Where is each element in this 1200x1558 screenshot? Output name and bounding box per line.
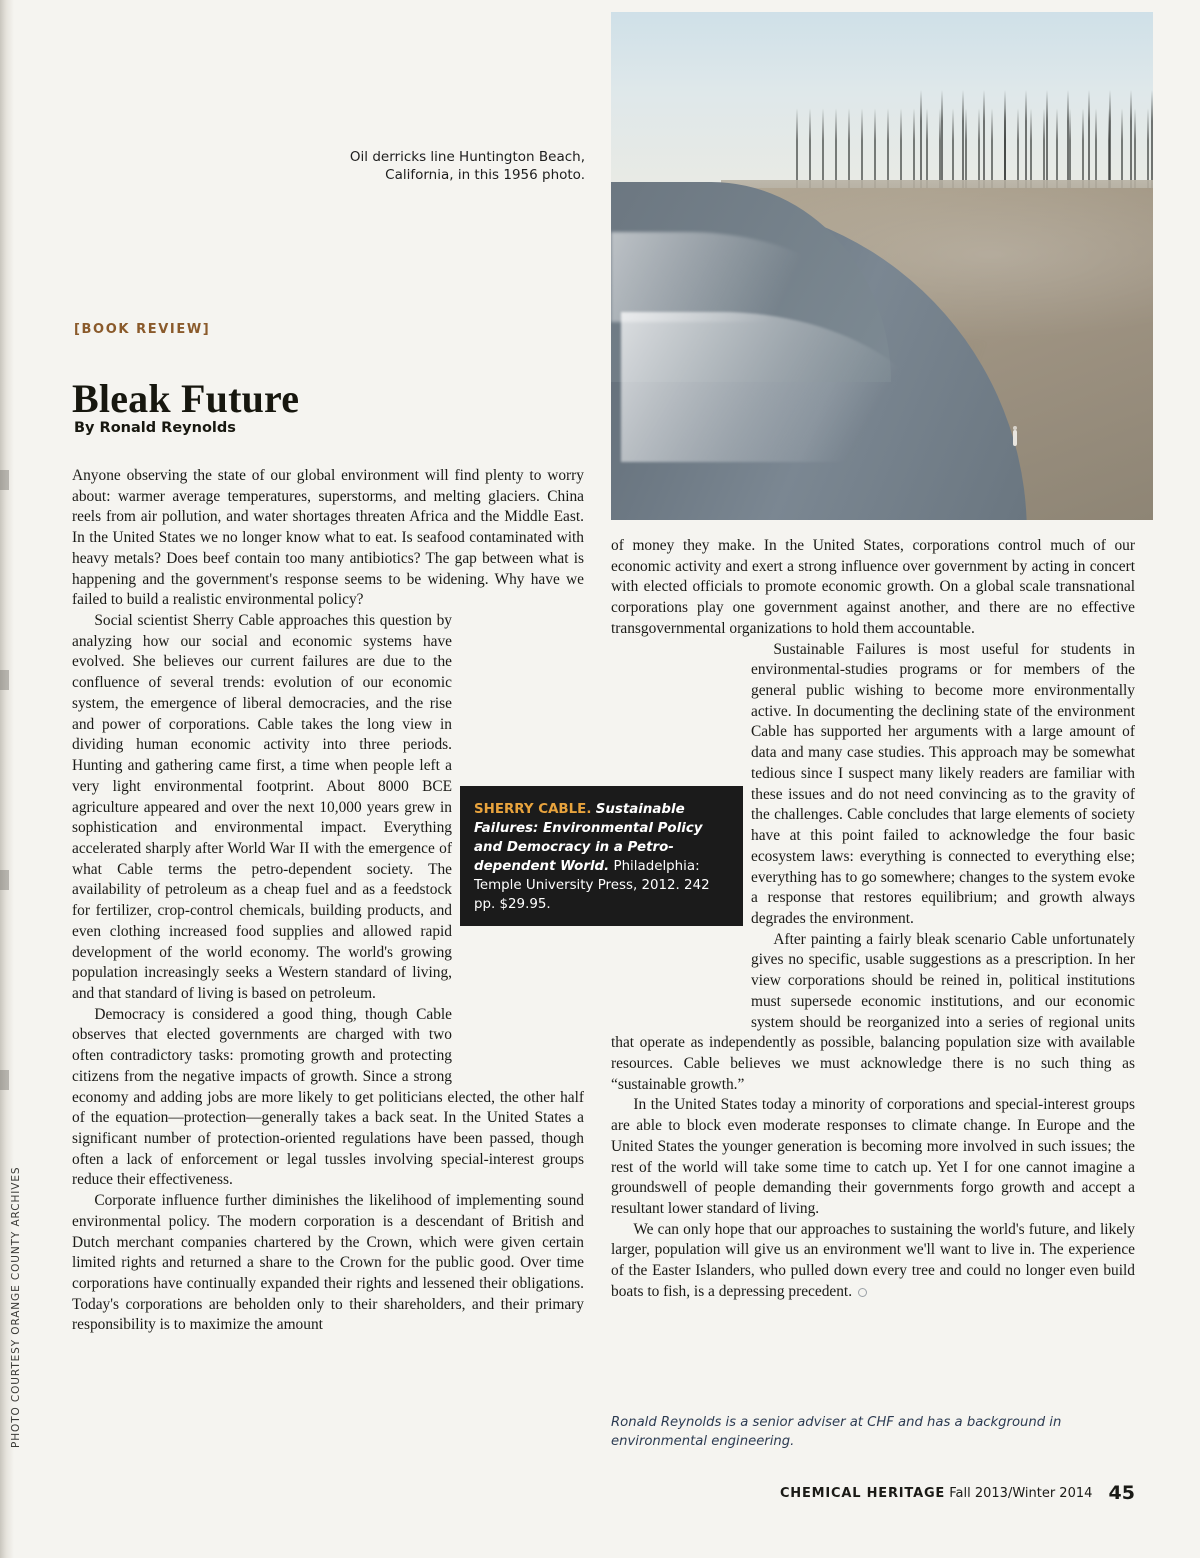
- paragraph: In the United States today a minority of corporations and special-interest groups are able to block even moderate responses to climate change. In Europe and the United States the younger generation is becoming more involved in such issues; the rest of the world will take some time to catch up. Yet I for one cannot imagine a groundswell of people demanding their governments forgo growth and accept a resultant lower standard of living.: [611, 1096, 1135, 1217]
- issue-label: Fall 2013/Winter 2014: [949, 1486, 1093, 1501]
- huntington-beach-oil-derricks-photo: [611, 12, 1153, 520]
- book-info-box: [460, 786, 743, 926]
- book-author: SHERRY CABLE.: [474, 802, 592, 817]
- end-of-article-mark: [858, 1288, 867, 1297]
- paragraph: We can only hope that our approaches to sustaining the world's future, and likely larger, population will give us an environment we'll want to live in. The experience of the Easter Islanders, who pulled down every tree and could no longer even build boats to fish, is a depressing precedent.: [611, 1220, 1135, 1300]
- oil-derricks-near: [911, 90, 1153, 194]
- paragraph: Corporate influence further diminishes the likelihood of implementing sound environmental policy. The modern corporation is a descendant of British and Dutch merchant companies chartered by the Crown, which were given certain limited rights and returned a share to the Crown for the public good. Over time corporations have continually expanded their rights and lessened their obligations. Today's corporations are beholden only to their shareholders, and their primary responsibility is to maximize the amount: [72, 1192, 584, 1334]
- book-box-wrap-spacer: [452, 921, 584, 1071]
- photo-person: [1013, 430, 1017, 446]
- photo-caption: Oil derricks line Huntington Beach, California, in this 1956 photo.: [349, 149, 585, 184]
- paragraph: Anyone observing the state of our global environment will find plenty to worry about: warmer average temperatures, superstorms, and melting glaciers. China reels from air pollution, and water shortages threaten Africa and the Middle East. In the United States we no longer know what to eat. Is seafood contaminated with heavy metals? Does beef contain too many antibiotics? The gap between what is happening and the government's response seems to be widening. Why have we failed to build a realistic environmental policy?: [72, 467, 584, 609]
- author-note: Ronald Reynolds is a senior adviser at CHF and has a background in environmental engineering.: [611, 1415, 1062, 1449]
- byline: By Ronald Reynolds: [74, 420, 236, 436]
- page-footer: [611, 1482, 1135, 1504]
- paragraph: Democracy is considered a good thing, though Cable observes that elected governments are charged with two often contradictory tasks: promoting growth and protecting citizens from the negative impacts of growth. Since a strong economy and adding jobs are more likely to get politicians elected, the other half of the equation—protection—generally takes a back seat. In the United States a significant number of protection-oriented regulations have been passed, though often a lack of enforcement or legal tussles involving special-interest groups reduce their effectiveness.: [72, 1005, 584, 1189]
- magazine-name: CHEMICAL HERITAGE: [779, 1486, 946, 1501]
- paragraph: Sustainable Failures is most useful for students in environmental-studies programs or for members of the general public wishing to become more environmentally active. In documenting the declining state of the environment Cable has supported her arguments with a large amount of data and many case studies. This approach may be somewhat tedious since I suspect many likely readers are familiar with these issues and do not need convincing as to the gravity of the challenges. Cable concludes that large elements of society have at this point failed to acknowledge the four basic ecosystem laws: everything is connected to everything else; everything has to go somewhere; changes to the system evoke a response that restores equilibrium; and growth always degrades the environment.: [611, 640, 1135, 930]
- paragraph: After painting a fairly bleak scenario Cable unfortunately gives no specific, usable suggestions as a prescription. In her view corporations should be reined in, political institutions must supersede economic institutions, and our economic system should be reorganized into a series of regional units that operate as independently as possible, balancing population size with available resources. Cable believes we must acknowledge there is no such thing as “sustainable growth.”: [611, 930, 1135, 1093]
- page-number: 45: [1108, 1482, 1135, 1504]
- book-title: Sustainable Failures: Environmental Policy and Democracy in a Petro-dependent World.: [474, 802, 703, 875]
- paragraph: of money they make. In the United States, corporations control much of our economic activity and exert a strong influence over government by acting in concert with elected officials to promote economic growth. On a global scale transnational corporations play one government against another, and there are no effective transgovernmental organizations to hold them accountable.: [611, 537, 1135, 637]
- page-title: Bleak Future: [72, 375, 300, 421]
- paragraph: Social scientist Sherry Cable approaches this question by analyzing how our social and economic systems have evolved. She believes our current failures are due to the confluence of several trends: evolution of our economic system, the emergence of liberal democracies, and the rise and power of corporations. Cable takes the long view in dividing human economic activity into three periods. Hunting and gathering came first, a time when people left a very light environmental footprint. About 8000 BCE agriculture appeared and over the next 10,000 years grew in sophistication and environmental impact. Everything accelerated sharply after World War II with the emergence of what Cable terms the petro-dependent society. The availability of petroleum as a cheap fuel and as a feedstock for fertilizer, crop-control chemicals, building products, and even clothing increased food supplies and allowed rapid development of the world economy. The world's growing population increasingly seeks a Western standard of living, and that standard of living is based on petroleum.: [72, 611, 584, 1005]
- section-kicker: [BOOK REVIEW]: [74, 322, 211, 337]
- scan-binding-marks: [0, 290, 9, 1250]
- photo-credit: PHOTO COURTESY ORANGE COUNTY ARCHIVES: [10, 1166, 22, 1448]
- book-publication: Philadelphia: Temple University Press, 2012. 242 pp. $29.95.: [474, 859, 710, 913]
